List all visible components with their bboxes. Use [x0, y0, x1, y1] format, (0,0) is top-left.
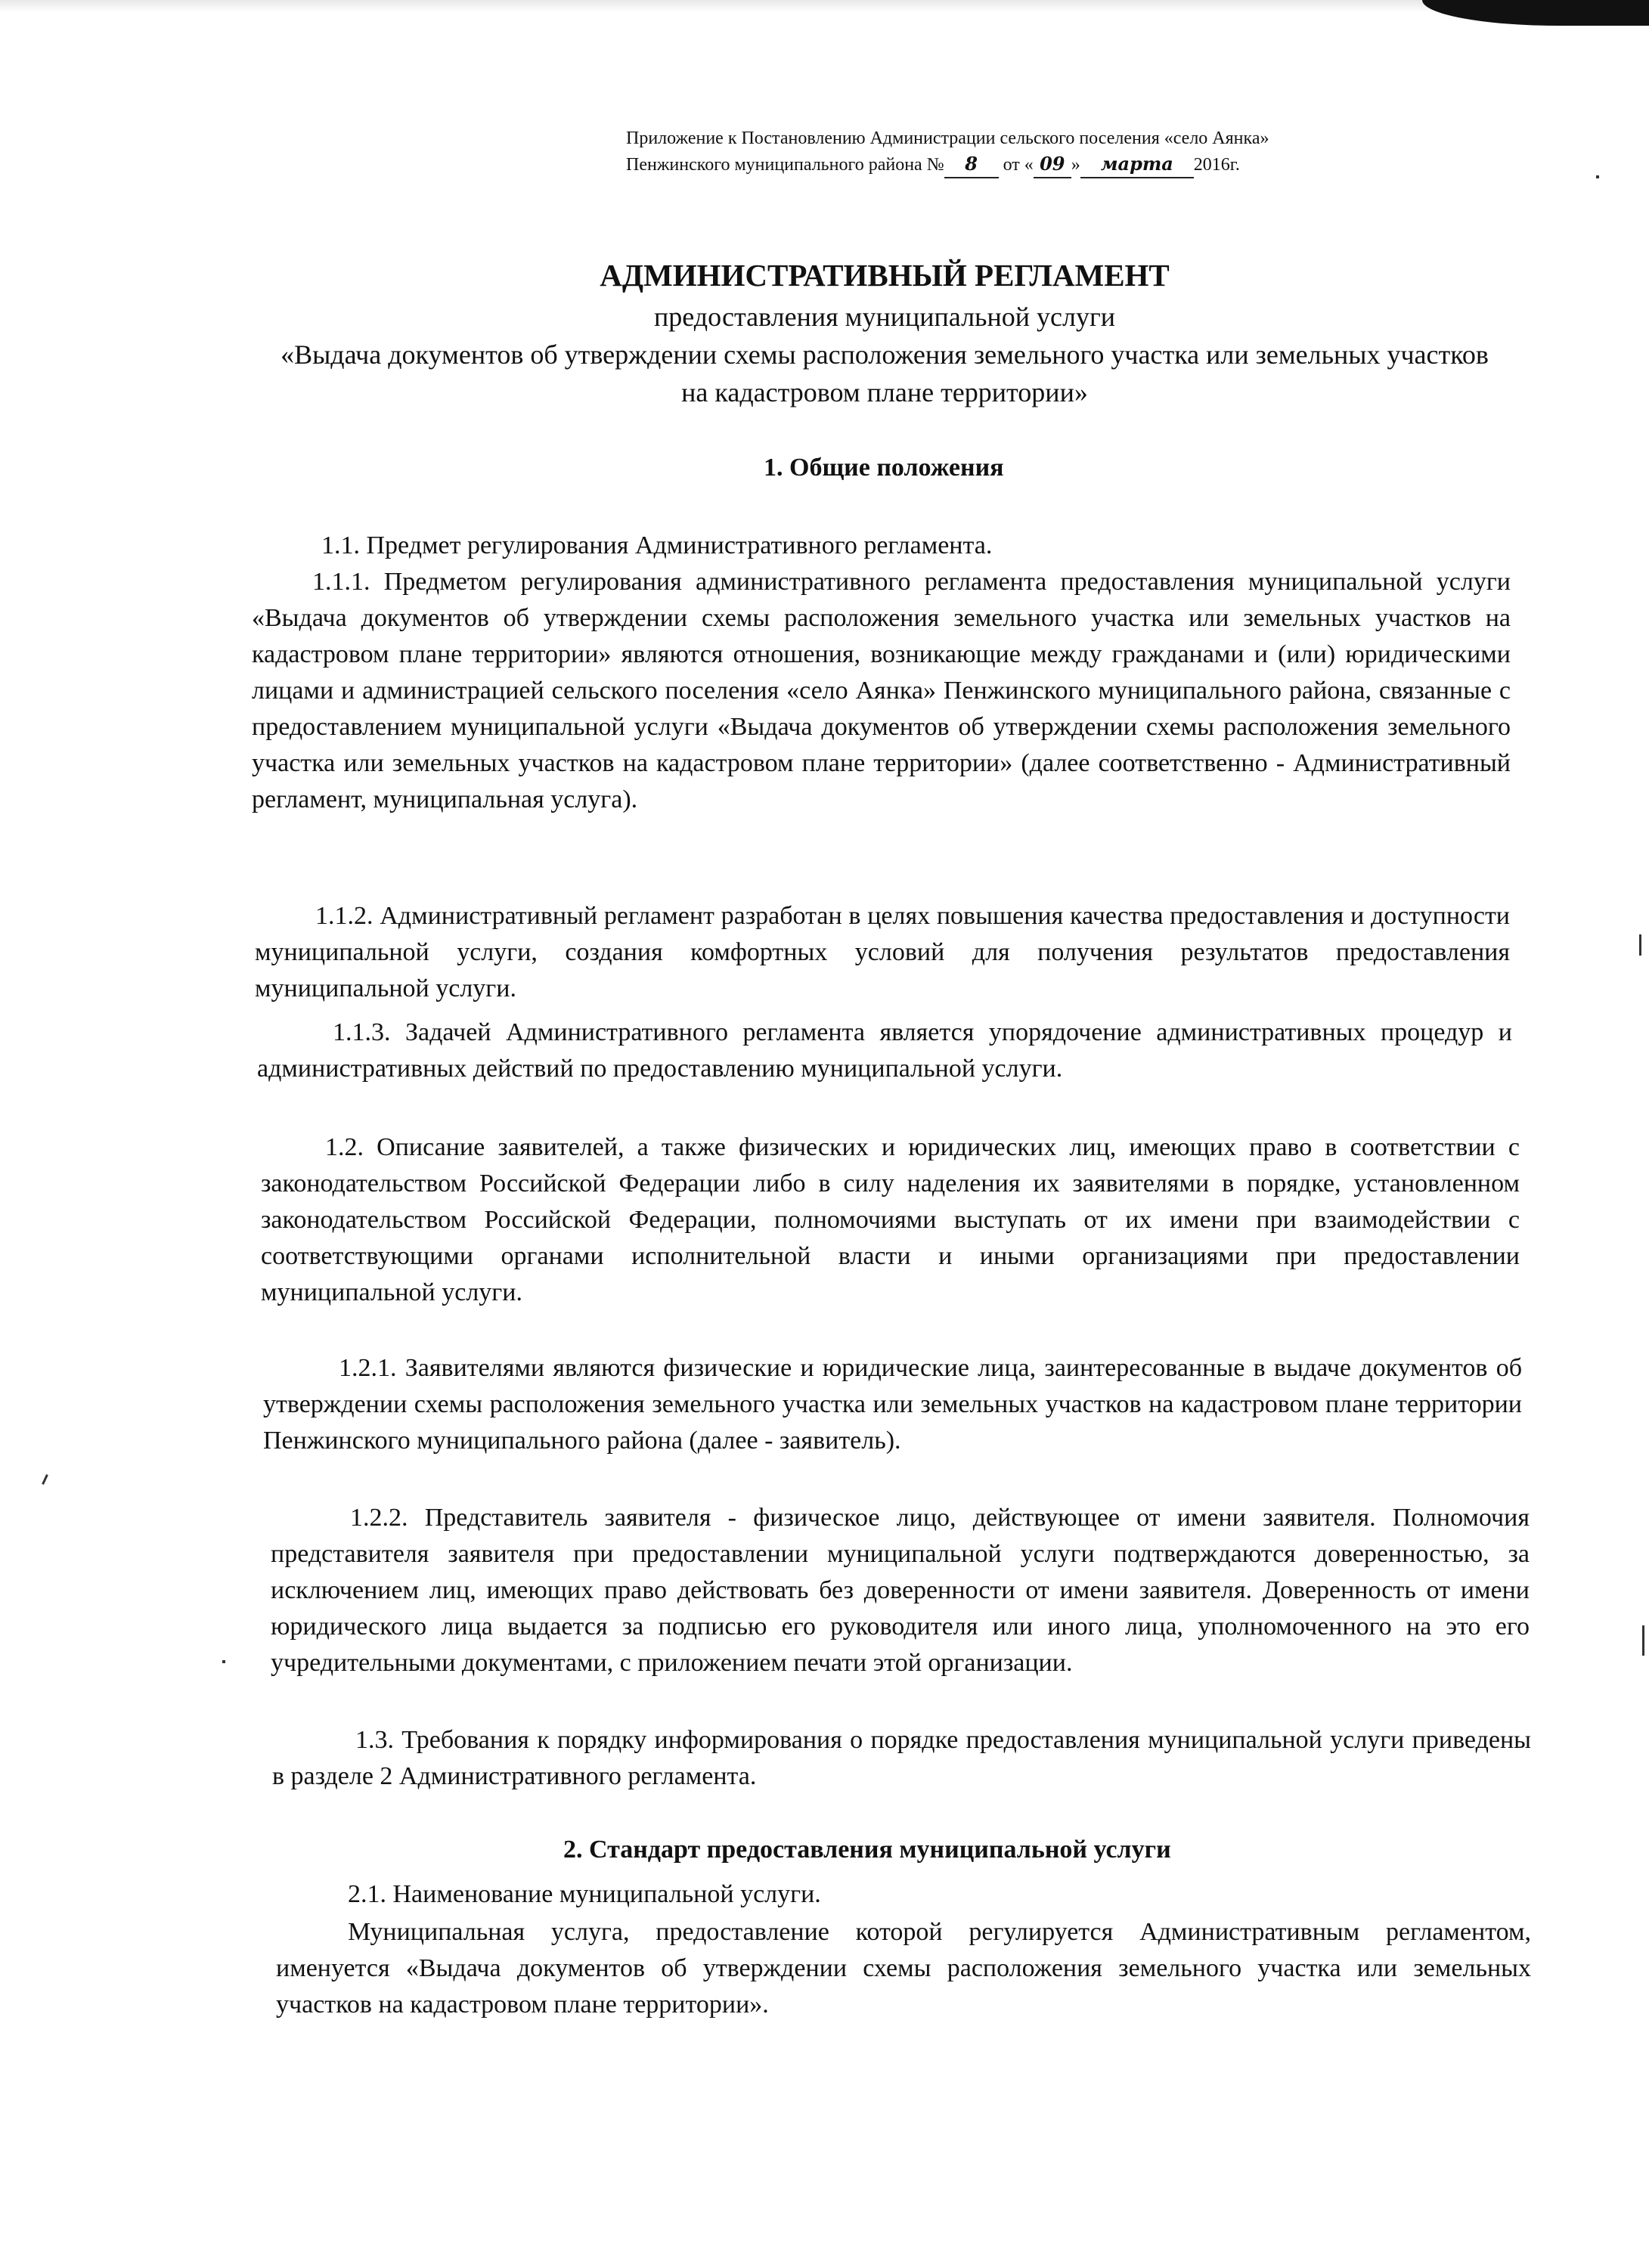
service-name: «Выдача документов об утверждении схемы расположения земельного участка или земельных участков на кадастровом плане территории» — [281, 339, 1489, 407]
scan-speck — [1642, 1625, 1644, 1656]
paragraph-1-2-1: 1.2.1. Заявителями являются физические и юридические лица, заинтересованные в выдаче документов об утверждении схемы расположения земельного участка или земельных участков на кадастровом плане территории Пенжинского муниципального района (далее - заявитель). — [263, 1354, 1522, 1455]
attachment-note-line-2 — [626, 151, 1496, 178]
paragraph-1-3: 1.3. Требования к порядку информирования о порядке предоставления муниципальной услуги приведены в разделе 2 Административного регламента. — [272, 1726, 1531, 1790]
resolution-day: 09 — [1034, 151, 1071, 178]
scan-speck — [42, 1474, 48, 1485]
paragraph-2-1: 2.1. Наименование муниципальной услуги. — [348, 1880, 821, 1908]
document-title-block — [265, 256, 1505, 411]
scan-speck — [222, 1660, 225, 1663]
date-prefix: от « — [1003, 155, 1034, 175]
scan-speck — [1596, 175, 1599, 178]
paragraph-1-2-2: 1.2.2. Представитель заявителя - физическое лицо, действующее от имени заявителя. Полномочия представителя заявителя при предоставлении муниципальной услуги подтверждаются доверенностью, за исключением лиц, имеющих право действовать без доверенности от имени заявителя. Доверенность от имени юридического лица выдается за подписью его руководителя или иного лица, уполномоченного на это его учредительными документами, с приложением печати этой организации. — [271, 1504, 1530, 1677]
paragraph-1-1-3: 1.1.3. Задачей Административного регламента является упорядочение административных процедур и административных действий по предоставлению муниципальной услуги. — [257, 1018, 1512, 1083]
scan-dark-corner — [1422, 0, 1649, 26]
attachment-note — [626, 125, 1496, 178]
attachment-note-line-1 — [626, 125, 1496, 151]
document-subtitle: предоставления муниципальной услуги — [654, 302, 1115, 332]
paragraph-1-1: 1.1. Предмет регулирования Административного регламента. — [321, 531, 993, 559]
document-title: АДМИНИСТРАТИВНЫЙ РЕГЛАМЕНТ — [600, 258, 1170, 293]
date-quote: » — [1071, 155, 1080, 175]
paragraph-1-1-2: 1.1.2. Административный регламент разработан в целях повышения качества предоставления и доступности муниципальной услуги, создания комфортных условий для получения результатов предоставления муниципальной услуги. — [255, 902, 1510, 1002]
scan-top-edge — [0, 0, 1649, 12]
section-1-heading: 1. Общие положения — [764, 454, 1004, 482]
paragraph-1-2: 1.2. Описание заявителей, а также физических и юридических лиц, имеющих право в соответствии с законодательством Российской Федерации либо в силу наделения их заявителями в порядке, установленном законодательством Российской Федерации, полномочиями выступать от их имени при взаимодействии с соответствующими органами исполнительной власти и иными организациями при предоставлении муниципальной услуги. — [261, 1133, 1520, 1306]
district-and-number-label: Пенжинского муниципального района № — [626, 155, 944, 175]
resolution-month: марта — [1080, 151, 1194, 178]
section-2-heading: 2. Стандарт предоставления муниципальной услуги — [563, 1836, 1171, 1864]
resolution-year: 2016г. — [1193, 155, 1240, 175]
attachment-note-text: Приложение к Постановлению Администрации сельского поселения «село Аянка» — [626, 129, 1269, 148]
paragraph-2-1-text: Муниципальная услуга, предоставление которой регулируется Административным регламентом, именуется «Выдача документов об утверждении схемы расположения земельного участка или земельных участков на кадастровом плане территории». — [276, 1918, 1531, 2019]
resolution-number: 8 — [944, 151, 999, 178]
paragraph-1-1-1: 1.1.1. Предметом регулирования административного регламента предоставления муниципальной услуги «Выдача документов об утверждении схемы расположения земельного участка или земельных участков на кадастровом плане территории» являются отношения, возникающие между гражданами и (или) юридическими лицами и администрацией сельского поселения «село Аянка» Пенжинского муниципального района, связанные с предоставлением муниципальной услуги «Выдача документов об утверждении схемы расположения земельного участка или земельных участков на кадастровом плане территории» (далее соответственно - Административный регламент, муниципальная услуга). — [252, 568, 1511, 813]
scan-speck — [1639, 934, 1641, 956]
